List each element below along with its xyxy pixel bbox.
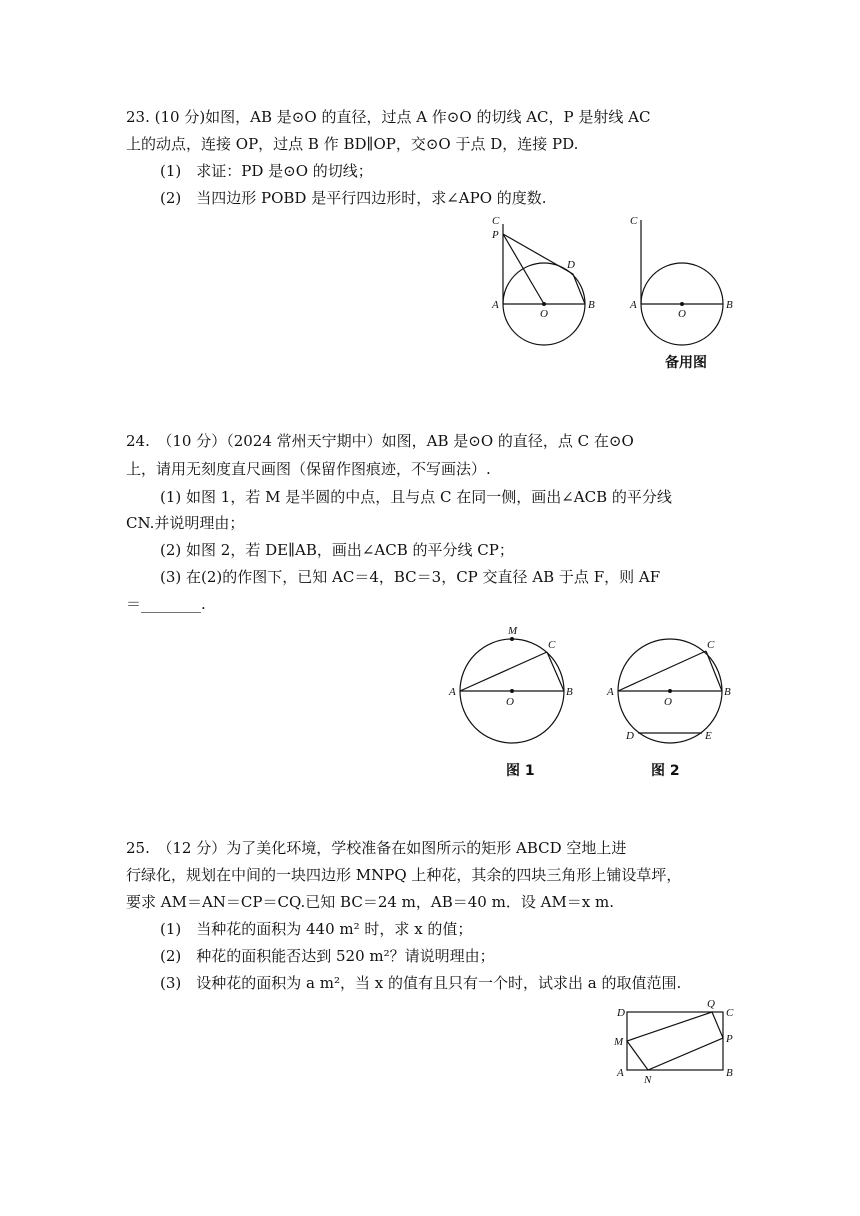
label-O: O <box>678 308 686 320</box>
label-P: P <box>726 1033 733 1045</box>
label-M: M <box>508 625 518 637</box>
label-C: C <box>492 215 500 227</box>
label-D: D <box>567 259 575 271</box>
label-O: O <box>540 308 548 320</box>
label-B: B <box>726 1067 733 1079</box>
label-B: B <box>726 299 733 311</box>
q25-line-5: (2) 种花的面积能否达到 520 m²？请说明理由； <box>160 947 495 965</box>
segment-BD <box>573 274 585 304</box>
label-A: A <box>449 686 456 698</box>
q24-line-6: (3) 在(2)的作图下，已知 AC＝4，BC＝3，CP 交直径 AB 于点 F，则 AF <box>160 568 661 586</box>
q25-line-6: (3) 设种花的面积为 a m²，当 x 的值有且只有一个时，试求出 a 的取值范围. <box>160 974 682 992</box>
q23-line-1: 23. (10 分)如图，AB 是⊙O 的直径，过点 A 作⊙O 的切线 AC，P 是射线 AC <box>126 108 651 126</box>
q24-line-2: 上，请用无刻度直尺画图（保留作图痕迹，不写画法）. <box>126 460 491 478</box>
label-C: C <box>548 639 556 651</box>
label-O: O <box>506 696 514 708</box>
q23-line-4: (2) 当四边形 POBD 是平行四边形时，求∠APO 的度数. <box>160 189 547 207</box>
label-B: B <box>588 299 595 311</box>
label-Q: Q <box>707 998 715 1010</box>
center-dot <box>680 302 684 306</box>
q23-line-2: 上的动点，连接 OP，过点 B 作 BD∥OP，交⊙O 于点 D，连接 PD. <box>126 135 579 153</box>
segment-PD <box>503 234 573 274</box>
q25-figure-rectangle <box>608 994 742 1086</box>
label-E: E <box>705 730 712 742</box>
figure-2-caption: 图 2 <box>651 763 680 779</box>
label-A: A <box>617 1067 624 1079</box>
label-B: B <box>566 686 573 698</box>
q24-line-7: ＝________. <box>126 595 206 613</box>
q24-line-3: (1) 如图 1，若 M 是半圆的中点，且与点 C 在同一侧，画出∠ACB 的平分线 <box>160 488 672 506</box>
label-C: C <box>630 215 638 227</box>
segment-OP <box>503 234 544 304</box>
label-D: D <box>617 1007 625 1019</box>
q24-line-1: 24. （10 分）（2024 常州天宁期中）如图，AB 是⊙O 的直径，点 C 在⊙O <box>126 432 634 450</box>
figure-1-caption: 图 1 <box>506 763 535 779</box>
q23-figure-1 <box>485 210 605 350</box>
label-A: A <box>607 686 614 698</box>
label-M: M <box>614 1036 624 1048</box>
label-C: C <box>726 1007 734 1019</box>
center-dot <box>542 302 546 306</box>
label-A: A <box>492 299 499 311</box>
chord-BC <box>706 651 722 691</box>
chord-AC <box>460 652 547 691</box>
label-O: O <box>664 696 672 708</box>
label-A: A <box>630 299 637 311</box>
q24-figure-1 <box>445 620 585 760</box>
label-P: P <box>492 229 499 241</box>
q24-line-5: (2) 如图 2，若 DE∥AB，画出∠ACB 的平分线 CP； <box>160 541 514 559</box>
label-N: N <box>644 1074 652 1086</box>
chord-BC <box>547 652 564 691</box>
label-B: B <box>724 686 731 698</box>
quadrilateral-MNPQ <box>627 1012 723 1070</box>
q25-line-1: 25. （12 分）为了美化环境，学校准备在如图所示的矩形 ABCD 空地上进 <box>126 839 627 857</box>
q25-line-4: (1) 当种花的面积为 440 m² 时，求 x 的值； <box>160 920 473 938</box>
q25-line-2: 行绿化，规划在中间的一块四边形 MNPQ 上种花，其余的四块三角形上铺设草坪， <box>126 866 682 884</box>
q24-figure-2 <box>605 620 745 760</box>
q23-figure-spare <box>625 210 745 350</box>
spare-figure-caption: 备用图 <box>665 355 707 371</box>
q24-line-4: CN.并说明理由； <box>126 514 245 532</box>
center-dot <box>668 689 672 693</box>
label-C: C <box>707 639 715 651</box>
q23-line-3: (1) 求证：PD 是⊙O 的切线； <box>160 162 373 180</box>
q25-line-3: 要求 AM＝AN＝CP＝CQ.已知 BC＝24 m，AB＝40 m．设 AM＝x m. <box>126 893 615 911</box>
label-D: D <box>626 730 634 742</box>
center-dot <box>510 689 514 693</box>
midpoint-M-dot <box>510 637 514 641</box>
